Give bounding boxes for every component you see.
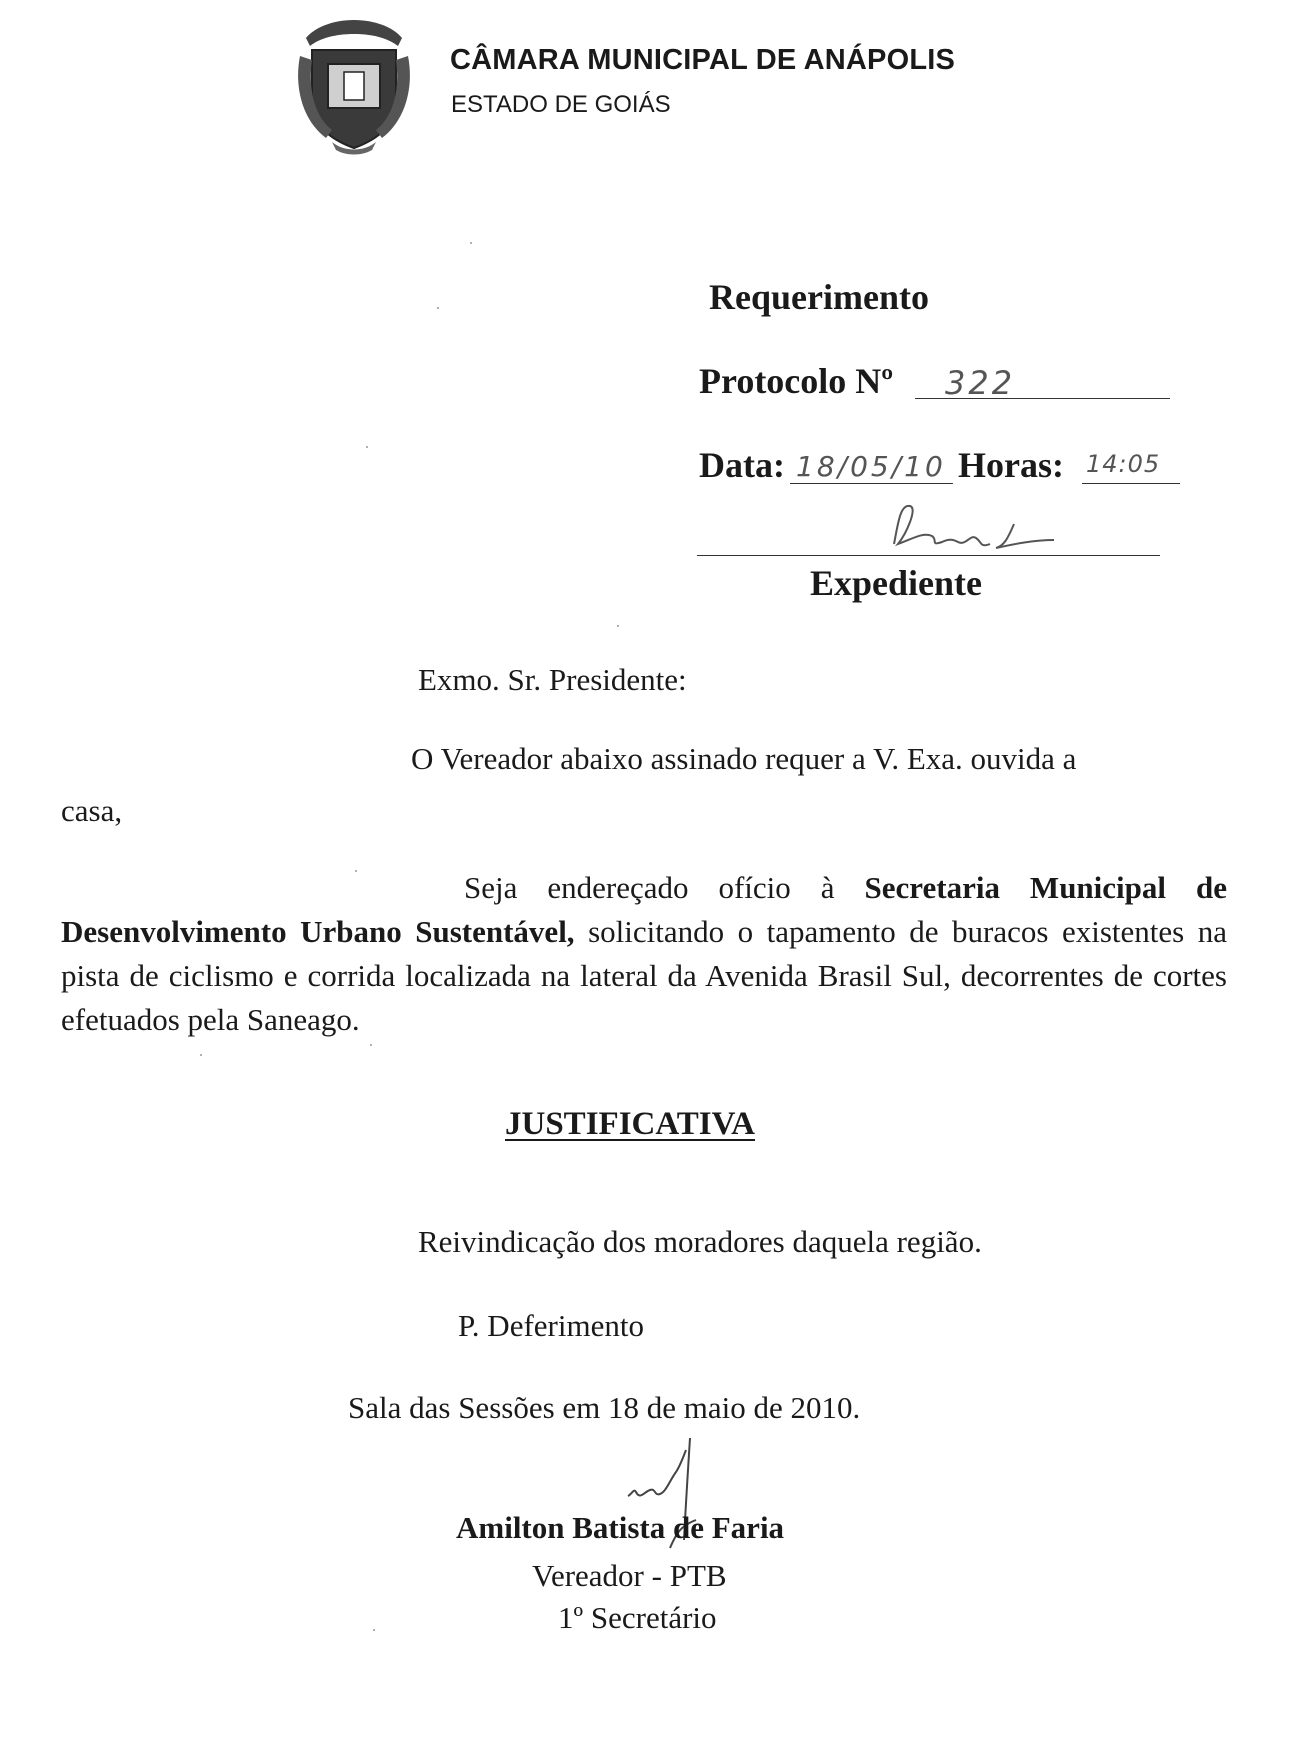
protocol-label: Protocolo Nº [699,361,894,401]
justification-heading: JUSTIFICATIVA [505,1106,756,1142]
place-date: Sala das Sessões em 18 de maio de 2010. [348,1390,861,1425]
intro-continuation: casa, [61,793,123,828]
justification-text: Reivindicação dos moradores daquela região. [418,1224,982,1259]
hours-line [1082,483,1180,484]
request-prefix: Seja endereçado ofício à [464,870,865,905]
scan-speck [355,870,357,872]
institution-state: ESTADO DE GOIÁS [451,91,671,118]
request-paragraph [61,866,1227,1042]
signatory-role: Vereador - PTB [532,1558,727,1593]
intro-text: O Vereador abaixo assinado requer a V. Exa. ouvida a [411,741,1077,776]
scan-speck [370,1044,372,1046]
institution-name: CÂMARA MUNICIPAL DE ANÁPOLIS [450,44,956,76]
scan-speck [617,625,619,627]
municipal-crest-icon [292,16,416,156]
protocol-number: 322 [945,364,1016,402]
signatory-name: Amilton Batista de Faria [456,1510,785,1545]
document-type-title: Requerimento [709,277,929,317]
scan-speck [200,1054,202,1056]
dispatch-label: Expediente [810,563,983,603]
scan-speck [373,1629,375,1631]
salutation: Exmo. Sr. Presidente: [418,662,687,697]
scan-speck [470,242,472,244]
scan-speck [366,446,368,448]
hours-value: 14:05 [1086,450,1161,478]
date-label: Data: [699,445,785,485]
scan-speck [437,307,439,309]
request-entity: Secretaria Municipal de Desenvolvimento Urbano Sustentável, [61,870,1228,949]
date-value: 18/05/10 [796,450,946,483]
hours-label: Horas: [958,445,1064,485]
dispatch-line [697,555,1160,556]
date-line [790,483,953,484]
request-body: solicitando o tapamento de buracos existentes na pista de ciclismo e corrida localizada na lateral da Avenida Brasil Sul, decorrentes de cortes efetuados pela Saneago. [61,914,1227,1037]
closing: P. Deferimento [458,1308,644,1343]
signatory-position: 1º Secretário [558,1600,717,1635]
